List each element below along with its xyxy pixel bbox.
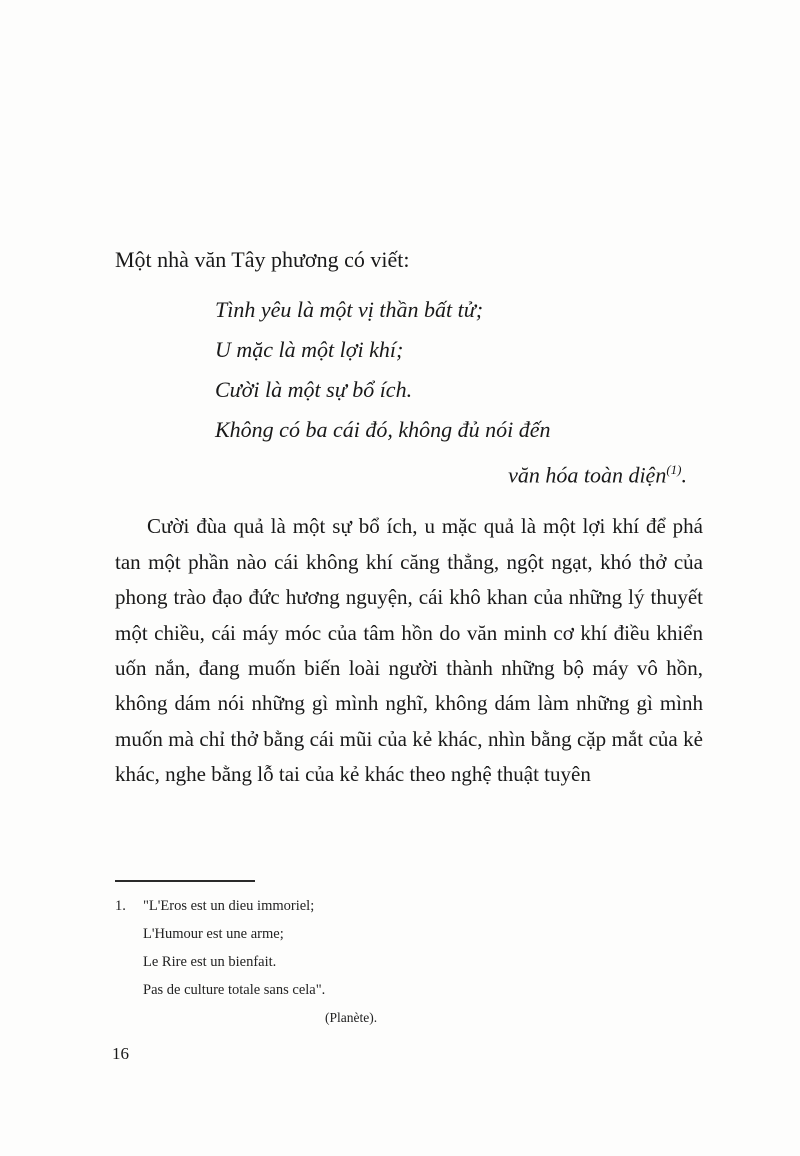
intro-line: Một nhà văn Tây phương có viết: bbox=[115, 247, 410, 272]
quote-last-text: văn hóa toàn diện bbox=[508, 462, 667, 488]
quote-line: Cười là một sự bổ ích. bbox=[215, 377, 413, 402]
footnote-line: Le Rire est un bienfait. bbox=[143, 954, 277, 970]
quote-last-punct: . bbox=[681, 462, 687, 488]
footnote-line: L'Humour est une arme; bbox=[143, 926, 284, 942]
footnote-reference: (1) bbox=[666, 462, 682, 477]
footnote-block bbox=[115, 880, 703, 1032]
quote-line: Tình yêu là một vị thần bất tử; bbox=[215, 297, 484, 322]
body-paragraph: Cười đùa quả là một sự bổ ích, u mặc quả là một lợi khí để phá tan một phần nào cái không khí căng thẳng, ngột ngạt, khó thở của phong trào đạo đức hương nguyện, cái khô khan của những lý thuyết một chiều, cái máy móc của tâm hồn do văn minh cơ khí điều khiển uốn nắn, đang muốn biến loài người thành những bộ máy vô hồn, không dám nói những gì mình nghĩ, không dám làm những gì mình muốn mà chỉ thở bằng cái mũi của kẻ khác, nhìn bằng cặp mắt của kẻ khác, nghe bằng lỗ tai của kẻ khác theo nghệ thuật tuyên bbox=[115, 514, 703, 787]
footnote-source: (Planète). bbox=[325, 1010, 378, 1025]
footnote-marker: 1. bbox=[115, 898, 126, 914]
quote-line-last bbox=[215, 450, 703, 495]
footnote-divider bbox=[115, 880, 255, 882]
footnote-text: "L'Eros est un dieu immoriel; bbox=[143, 898, 315, 914]
footnote-line: Pas de culture totale sans cela". bbox=[143, 982, 326, 998]
quote-line: U mặc là một lợi khí; bbox=[215, 337, 404, 362]
page-number: 16 bbox=[112, 1044, 129, 1063]
footnote-line bbox=[115, 892, 703, 920]
quote-block bbox=[215, 290, 703, 495]
quote-line: Không có ba cái đó, không đủ nói đến bbox=[215, 417, 551, 442]
page-content bbox=[115, 246, 703, 793]
